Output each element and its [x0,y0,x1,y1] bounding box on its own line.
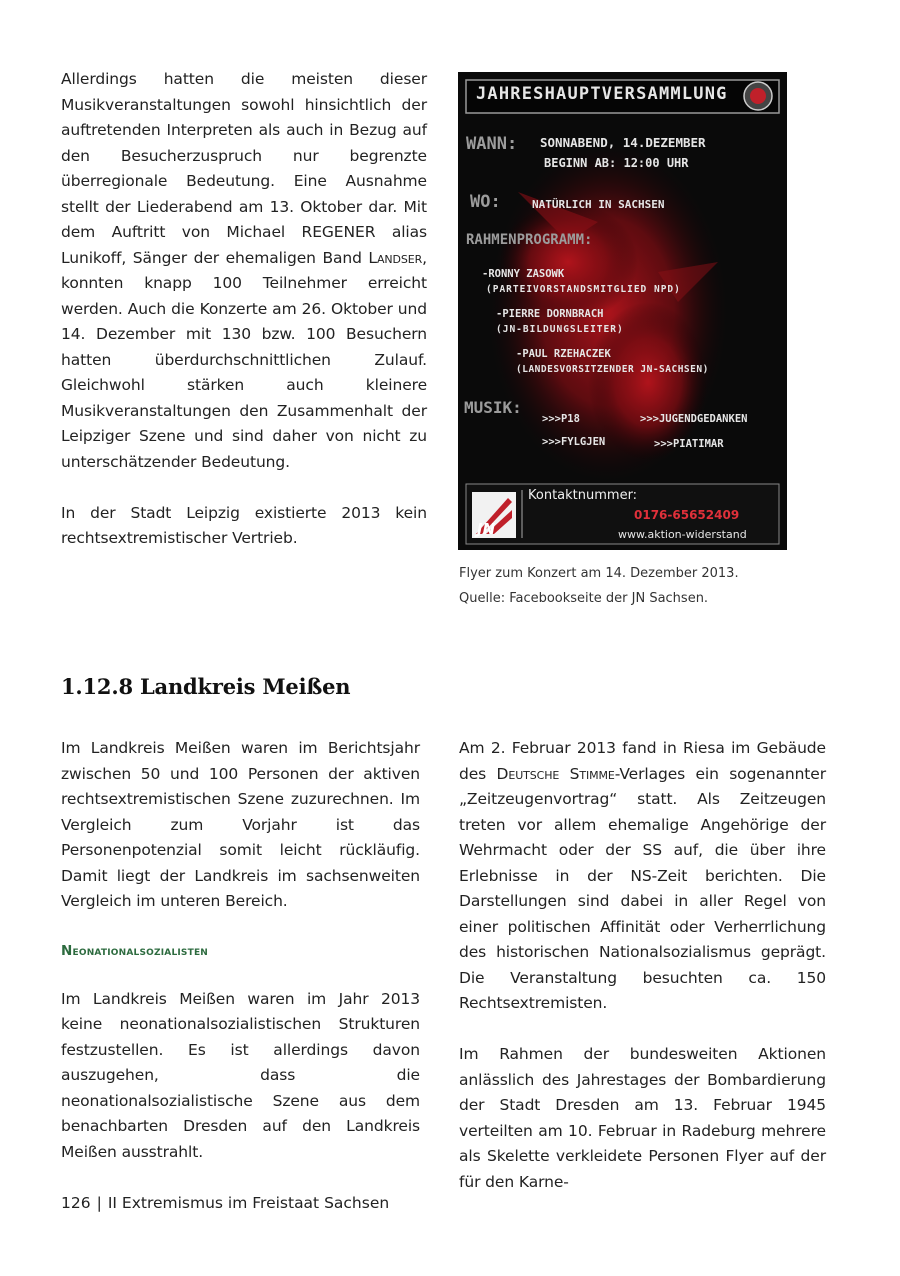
paragraph-neonazi-structures: Im Landkreis Meißen waren im Jahr 2013 keine neonationalsozialistischen Strukturen festzustellen. Es ist allerdings davon auszugehen, dass die neonationalsozialistische Szene aus dem benachbarten Dresden auf den Landkreis Meißen ausstrahlt. [61,989,420,1161]
page-number: 126 [61,1194,91,1212]
flyer-wann-label: WANN: [466,134,518,154]
band-name-landser: Landser [368,248,423,267]
flyer-place: NATÜRLICH IN SACHSEN [532,198,665,211]
flyer-speaker-2-role: (JN-BILDUNGSLEITER) [496,324,624,335]
footer-separator: | [96,1194,102,1212]
top-left-text-column [61,67,427,552]
page-footer [61,1194,389,1212]
section-heading: 1.12.8 Landkreis Meißen [61,674,351,699]
flyer-speaker-1-role: (PARTEIVORSTANDSMITGLIED NPD) [486,284,681,295]
caption-line-1: Flyer zum Konzert am 14. Dezember 2013. [459,566,739,581]
flyer-jn-logo-text: JN [477,520,496,538]
paragraph-music-events-part-b: , konnten knapp 100 Teilnehmer erreicht werden. Auch die Konzerte am 26. Oktober und 14. Dezember mit 130 bzw. 100 Besuchern hatten überdurchschnittlichen Zulauf. Gleichwohl stärken auch kleinere Musikveranstaltungen den Zusammenhalt der Leipziger Szene und sind daher von nicht zu unterschätzender Bedeutung. [61,248,427,471]
flyer-rahmen-label: RAHMENPROGRAMM: [466,232,593,248]
flyer-speaker-3-name: -PAUL RZEHACZEK [516,348,611,360]
flyer-contact-url: www.aktion-widerstand [618,528,747,541]
flyer-contact-label: Kontaktnummer: [528,488,638,503]
flyer-band-2: >>>JUGENDGEDANKEN [640,413,748,425]
flyer-speaker-2-name: -PIERRE DORNBRACH [496,308,604,320]
paragraph-leipzig-vertrieb: In der Stadt Leipzig existierte 2013 kein rechtsextremistischer Vertrieb. [61,503,427,547]
flyer-contact-number: 0176-65652409 [634,508,740,522]
paragraph-music-events [61,67,427,475]
left-text-column [61,736,420,1165]
publisher-name: Deutsche Stimme [496,764,615,783]
paragraph-radeburg-action: Im Rahmen der bundesweiten Aktionen anlässlich des Jahrestages der Bombardierung der Stadt Dresden am 13. Februar 1945 verteilten am 10. Februar in Radeburg mehrere als Skelette verkleidete Personen Flyer auf der für den Karne- [459,1045,826,1191]
caption-line-2: Quelle: Facebookseite der JN Sachsen. [459,591,709,606]
flyer-band-3: >>>FYLGJEN [542,436,606,448]
flyer-band-4: >>>PIATIMAR [654,438,724,450]
concert-flyer-image [458,72,787,550]
paragraph-music-events-part-a: Allerdings hatten die meisten dieser Musikveranstaltungen sowohl hinsichtlich der auftretenden Interpreten als auch in Bezug auf den Besucherzuspruch nur begrenzte überregionale Bedeutung. Eine Ausnahme stellt der Liederabend am 13. Oktober dar. Mit dem Auftritt von Michael REGENER alias Lunikoff, Sänger der ehemaligen Band [61,70,427,267]
flyer-band-1: >>>P18 [542,413,580,425]
flyer-date: SONNABEND, 14.DEZEMBER [540,135,706,150]
flyer-title: JAHRESHAUPTVERSAMMLUNG [476,84,728,104]
chapter-title: II Extremismus im Freistaat Sachsen [107,1194,390,1212]
right-text-column [459,736,826,1195]
flyer-caption [459,561,799,611]
flyer-musik-label: MUSIK: [464,398,522,417]
flyer-wo-label: WO: [470,192,501,212]
flyer-time: BEGINN AB: 12:00 UHR [544,156,689,170]
flyer-speaker-1-name: -RONNY ZASOWK [482,268,565,280]
paragraph-meissen-overview: Im Landkreis Meißen waren im Berichtsjahr zwischen 50 und 100 Personen der aktiven rechtsextremistischen Szene zuzurechnen. Im Vergleich zum Vorjahr ist das Personenpotenzial somit leicht rückläufig. Damit liegt der Landkreis im sachsenweiten Vergleich im unteren Bereich. [61,739,420,910]
paragraph-zeitzeugenvortrag [459,736,826,1017]
paragraph-zeitzeugenvortrag-part-b: -Verlages ein sogenannter „Zeitzeugenvortrag“ statt. Als Zeitzeugen treten vor allem ehemalige Angehörige der Wehrmacht oder der SS auf, die über ihre Erlebnisse in der NS-Zeit berichten. Die Darstellungen sind dabei in aller Regel von einer politischen Affinität oder Verherrlichung des historischen Nationalsozialismus geprägt. Die Veranstaltung besuchten ca. 150 Rechtsextremisten. [459,764,826,1012]
paragraph-zeitzeugenvortrag-part-a: Am 2. Februar 2013 fand in Riesa im Gebäude des [459,739,826,783]
flyer-speaker-3-role: (LANDESVORSITZENDER JN-SACHSEN) [516,364,709,375]
subheading-neonationalsozialisten: Neonationalsozialisten [61,942,209,959]
